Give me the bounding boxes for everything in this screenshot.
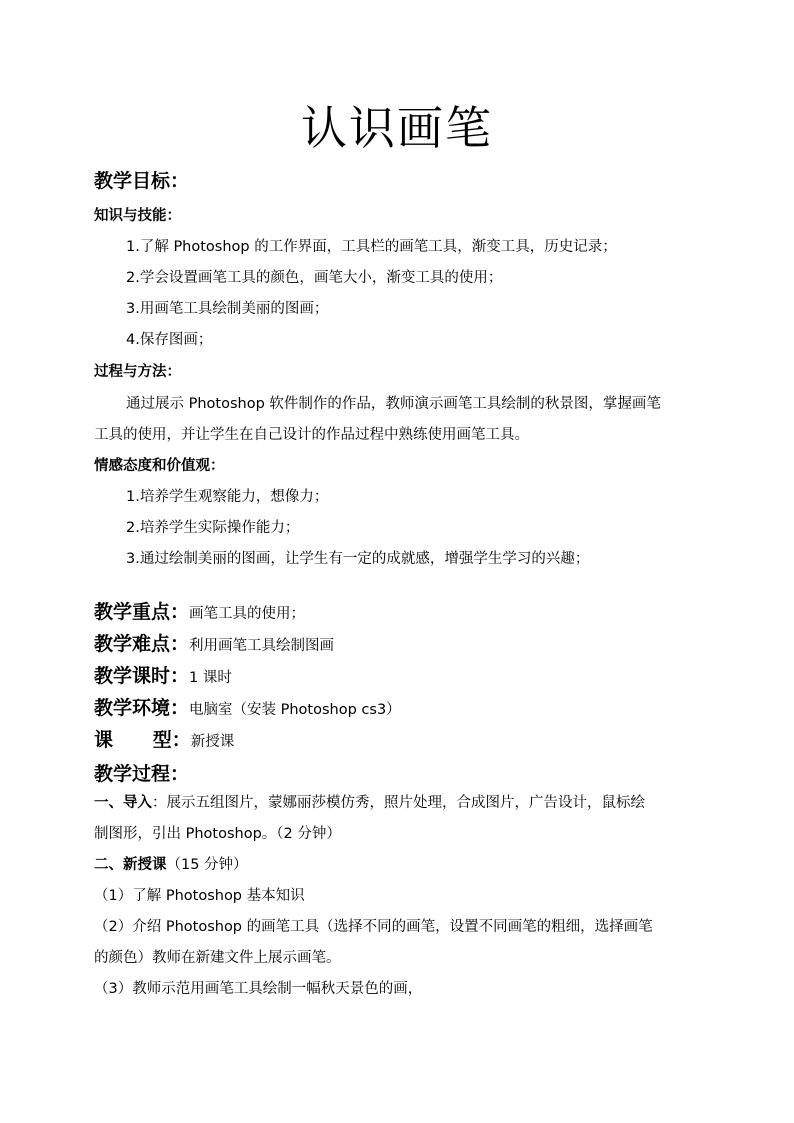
lesson-type-row (94, 729, 234, 753)
step2-duration: （15 分钟） (166, 857, 248, 873)
environment-value: 电脑室（安装 Photoshop cs3） (189, 702, 401, 718)
difficulty-row (94, 633, 334, 657)
hours-row (94, 665, 232, 689)
lesson-type-value: 新授课 (190, 734, 235, 750)
difficulty-value: 利用画笔工具绘制图画 (189, 638, 335, 654)
knowledge-item-1: 1.了解 Photoshop 的工作界面，工具栏的画笔工具，渐变工具，历史记录； (126, 239, 617, 255)
emotion-heading: 情感态度和价值观： (94, 458, 225, 474)
environment-row (94, 697, 401, 721)
teaching-process-heading: 教学过程： (94, 763, 190, 785)
objectives-heading: 教学目标： (94, 170, 190, 192)
step2-sub-2-line-1: （2）介绍 Photoshop 的画笔工具（选择不同的画笔，设置不同画笔的粗细，选择画笔 (94, 919, 653, 935)
step2-sub-1: （1）了解 Photoshop 基本知识 (94, 888, 305, 904)
step1-line-2: 制图形，引出 Photoshop。（2 分钟） (94, 826, 341, 842)
process-method-line-2: 工具的使用，并让学生在自己设计的作品过程中熟练使用画笔工具。 (94, 427, 529, 443)
hours-label: 教学课时： (94, 665, 190, 687)
emotion-item-2: 2.培养学生实际操作能力； (126, 520, 300, 536)
key-point-row (94, 601, 305, 625)
document-title: 认识画笔 (301, 101, 493, 155)
knowledge-item-3: 3.用画笔工具绘制美丽的图画； (126, 301, 329, 317)
emotion-item-3: 3.通过绘制美丽的图画，让学生有一定的成就感，增强学生学习的兴趣； (126, 551, 590, 567)
hours-value: 1 课时 (189, 670, 232, 686)
step1-text: ：展示五组图片，蒙娜丽莎模仿秀，照片处理，合成图片，广告设计，鼠标绘 (152, 795, 645, 811)
key-point-value: 画笔工具的使用； (189, 606, 306, 622)
step1-line-1 (94, 792, 645, 814)
step2-sub-2-line-2: 的颜色）教师在新建文件上展示画笔。 (94, 950, 341, 966)
key-point-label: 教学重点： (94, 601, 190, 623)
step2-sub-3: （3）教师示范用画笔工具绘制一幅秋天景色的画， (94, 981, 423, 997)
step2-line (94, 854, 248, 876)
knowledge-heading: 知识与技能： (94, 208, 181, 224)
process-method-line-1: 通过展示 Photoshop 软件制作的作品，教师演示画笔工具绘制的秋景图，掌握画笔 (126, 396, 661, 412)
environment-label: 教学环境： (94, 697, 190, 719)
knowledge-item-2: 2.学会设置画笔工具的颜色，画笔大小，渐变工具的使用； (126, 270, 503, 286)
step1-label: 一、导入 (94, 795, 152, 811)
knowledge-item-4: 4.保存图画； (126, 332, 213, 348)
emotion-item-1: 1.培养学生观察能力，想像力； (126, 489, 329, 505)
lesson-type-label: 课 型： (94, 729, 191, 751)
step2-label: 二、新授课 (94, 857, 167, 873)
process-method-heading: 过程与方法： (94, 364, 181, 380)
difficulty-label: 教学难点： (94, 633, 190, 655)
